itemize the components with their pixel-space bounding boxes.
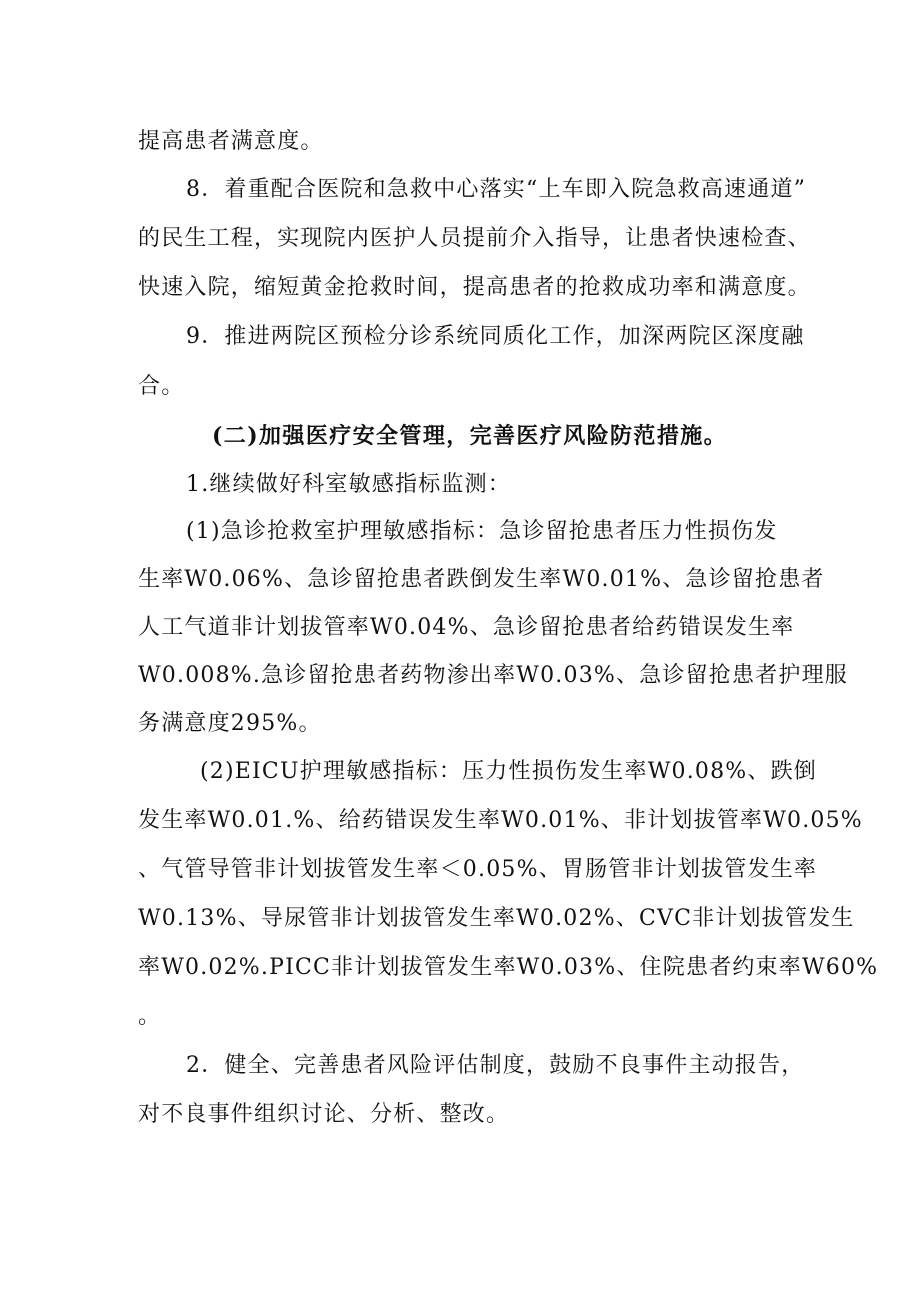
paragraph-line: 务满意度295%。 — [138, 711, 322, 736]
paragraph-line: 率W0.02%.PICC非计划拔管发生率W0.03%、住院患者约束率W60% — [138, 955, 879, 980]
paragraph-line: W0.13%、导尿管非计划拔管发生率W0.02%、CVC非计划拔管发生 — [138, 906, 855, 931]
paragraph-line: 人工气道非计划拔管率W0.04%、急诊留抢患者给药错误发生率 — [138, 615, 795, 640]
paragraph-line: 的民生工程，实现院内医护人员提前介入指导，让患者快速检查、 — [138, 226, 811, 251]
paragraph-line: W0.008%.急诊留抢患者药物渗出率W0.03%、急诊留抢患者护理服 — [138, 663, 848, 688]
paragraph-line: 发生率W0.01.%、给药错误发生率W0.01%、非计划拔管率W0.05% — [138, 808, 863, 833]
paragraph-line: 提高患者满意度。 — [138, 129, 324, 154]
paragraph-line: 8．着重配合医院和急救中心落实“上车即入院急救高速通道” — [186, 177, 807, 202]
paragraph-line: 、气管导管非计划拔管发生率＜0.05%、胃肠管非计划拔管发生率 — [138, 857, 818, 882]
paragraph-line: (2)EICU护理敏感指标：压力性损伤发生率W0.08%、跌倒 — [200, 759, 817, 784]
paragraph-line: 1.继续做好科室敏感指标监测： — [186, 472, 511, 497]
paragraph-line: 对不良事件组织讨论、分析、整改。 — [138, 1102, 510, 1127]
paragraph-line: 9．推进两院区预检分诊系统同质化工作，加深两院区深度融 — [186, 324, 805, 349]
section-heading: (二)加强医疗安全管理，完善医疗风险防范措施。 — [212, 423, 728, 449]
paragraph-line: 合。 — [138, 374, 185, 399]
paragraph-line: (1)急诊抢救室护理敏感指标：急诊留抢患者压力性损伤发 — [186, 519, 778, 544]
paragraph-line: 2．健全、完善患者风险评估制度，鼓励不良事件主动报告， — [186, 1053, 805, 1078]
paragraph-line: 快速入院，缩短黄金抢救时间，提高患者的抢救成功率和满意度。 — [138, 275, 811, 300]
paragraph-line: 生率W0.06%、急诊留抢患者跌倒发生率W0.01%、急诊留抢患者 — [138, 567, 825, 592]
paragraph-line: 。 — [138, 1004, 162, 1029]
